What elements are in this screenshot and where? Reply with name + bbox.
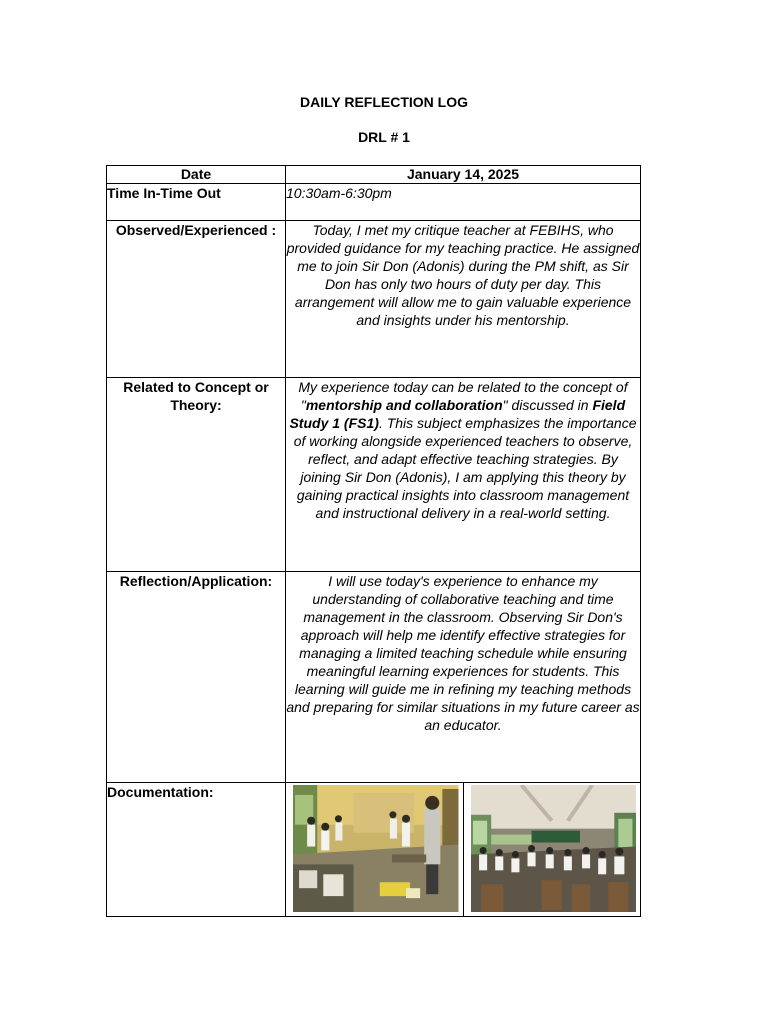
classroom-photo-1 xyxy=(293,785,459,912)
reflection-value: I will use today's experience to enhance my understanding of collaborative teaching and time management in the classroom. Observing Sir Don's approach will help me identify effective strategies for managing a limited teaching schedule while ensuring meaningful learning experiences for students. This learning will guide me in refining my teaching methods and preparing for similar situations in my future career as an educator. xyxy=(286,572,641,783)
date-value: January 14, 2025 xyxy=(286,166,641,184)
observed-value: Today, I met my critique teacher at FEBIHS, who provided guidance for my teaching practice. He assigned me to join Sir Don (Adonis) during the PM shift, as Sir Don has only two hours of duty per day. This arrangement will allow me to gain valuable experience and insights under his mentorship. xyxy=(286,221,641,378)
related-text-2: " discussed in xyxy=(502,397,593,413)
documentation-label: Documentation: xyxy=(107,783,286,917)
classroom-photo-2 xyxy=(471,785,637,912)
related-label: Related to Concept or Theory: xyxy=(107,378,286,572)
table-row-related xyxy=(107,378,641,572)
table-row-time xyxy=(107,184,641,221)
related-text-3: . This subject emphasizes the importance of working alongside experienced teachers to observe, reflect, and adapt effective teaching strategies. By joining Sir Don (Adonis), I am applying this theory by gaining practical insights into classroom management and instructional delivery in a real-world setting. xyxy=(293,415,637,521)
reflection-table xyxy=(106,165,641,917)
table-row-observed xyxy=(107,221,641,378)
related-bold-subject: Field Study 1 (FS1) xyxy=(289,397,626,431)
documentation-photos xyxy=(286,783,641,917)
related-bold-concept: mentorship and collaboration xyxy=(305,397,503,413)
page-title: DAILY REFLECTION LOG xyxy=(299,94,468,110)
time-label: Time In-Time Out xyxy=(107,184,286,221)
reflection-label: Reflection/Application: xyxy=(107,572,286,783)
date-label: Date xyxy=(107,166,286,184)
table-row-reflection xyxy=(107,572,641,783)
page-subtitle: DRL # 1 xyxy=(358,129,410,145)
related-text-1: My experience today can be related to the concept of " xyxy=(298,379,628,413)
related-value xyxy=(286,378,641,572)
table-row-date xyxy=(107,166,641,184)
time-value: 10:30am-6:30pm xyxy=(286,184,641,221)
observed-label: Observed/Experienced : xyxy=(107,221,286,378)
table-row-documentation xyxy=(107,783,641,917)
